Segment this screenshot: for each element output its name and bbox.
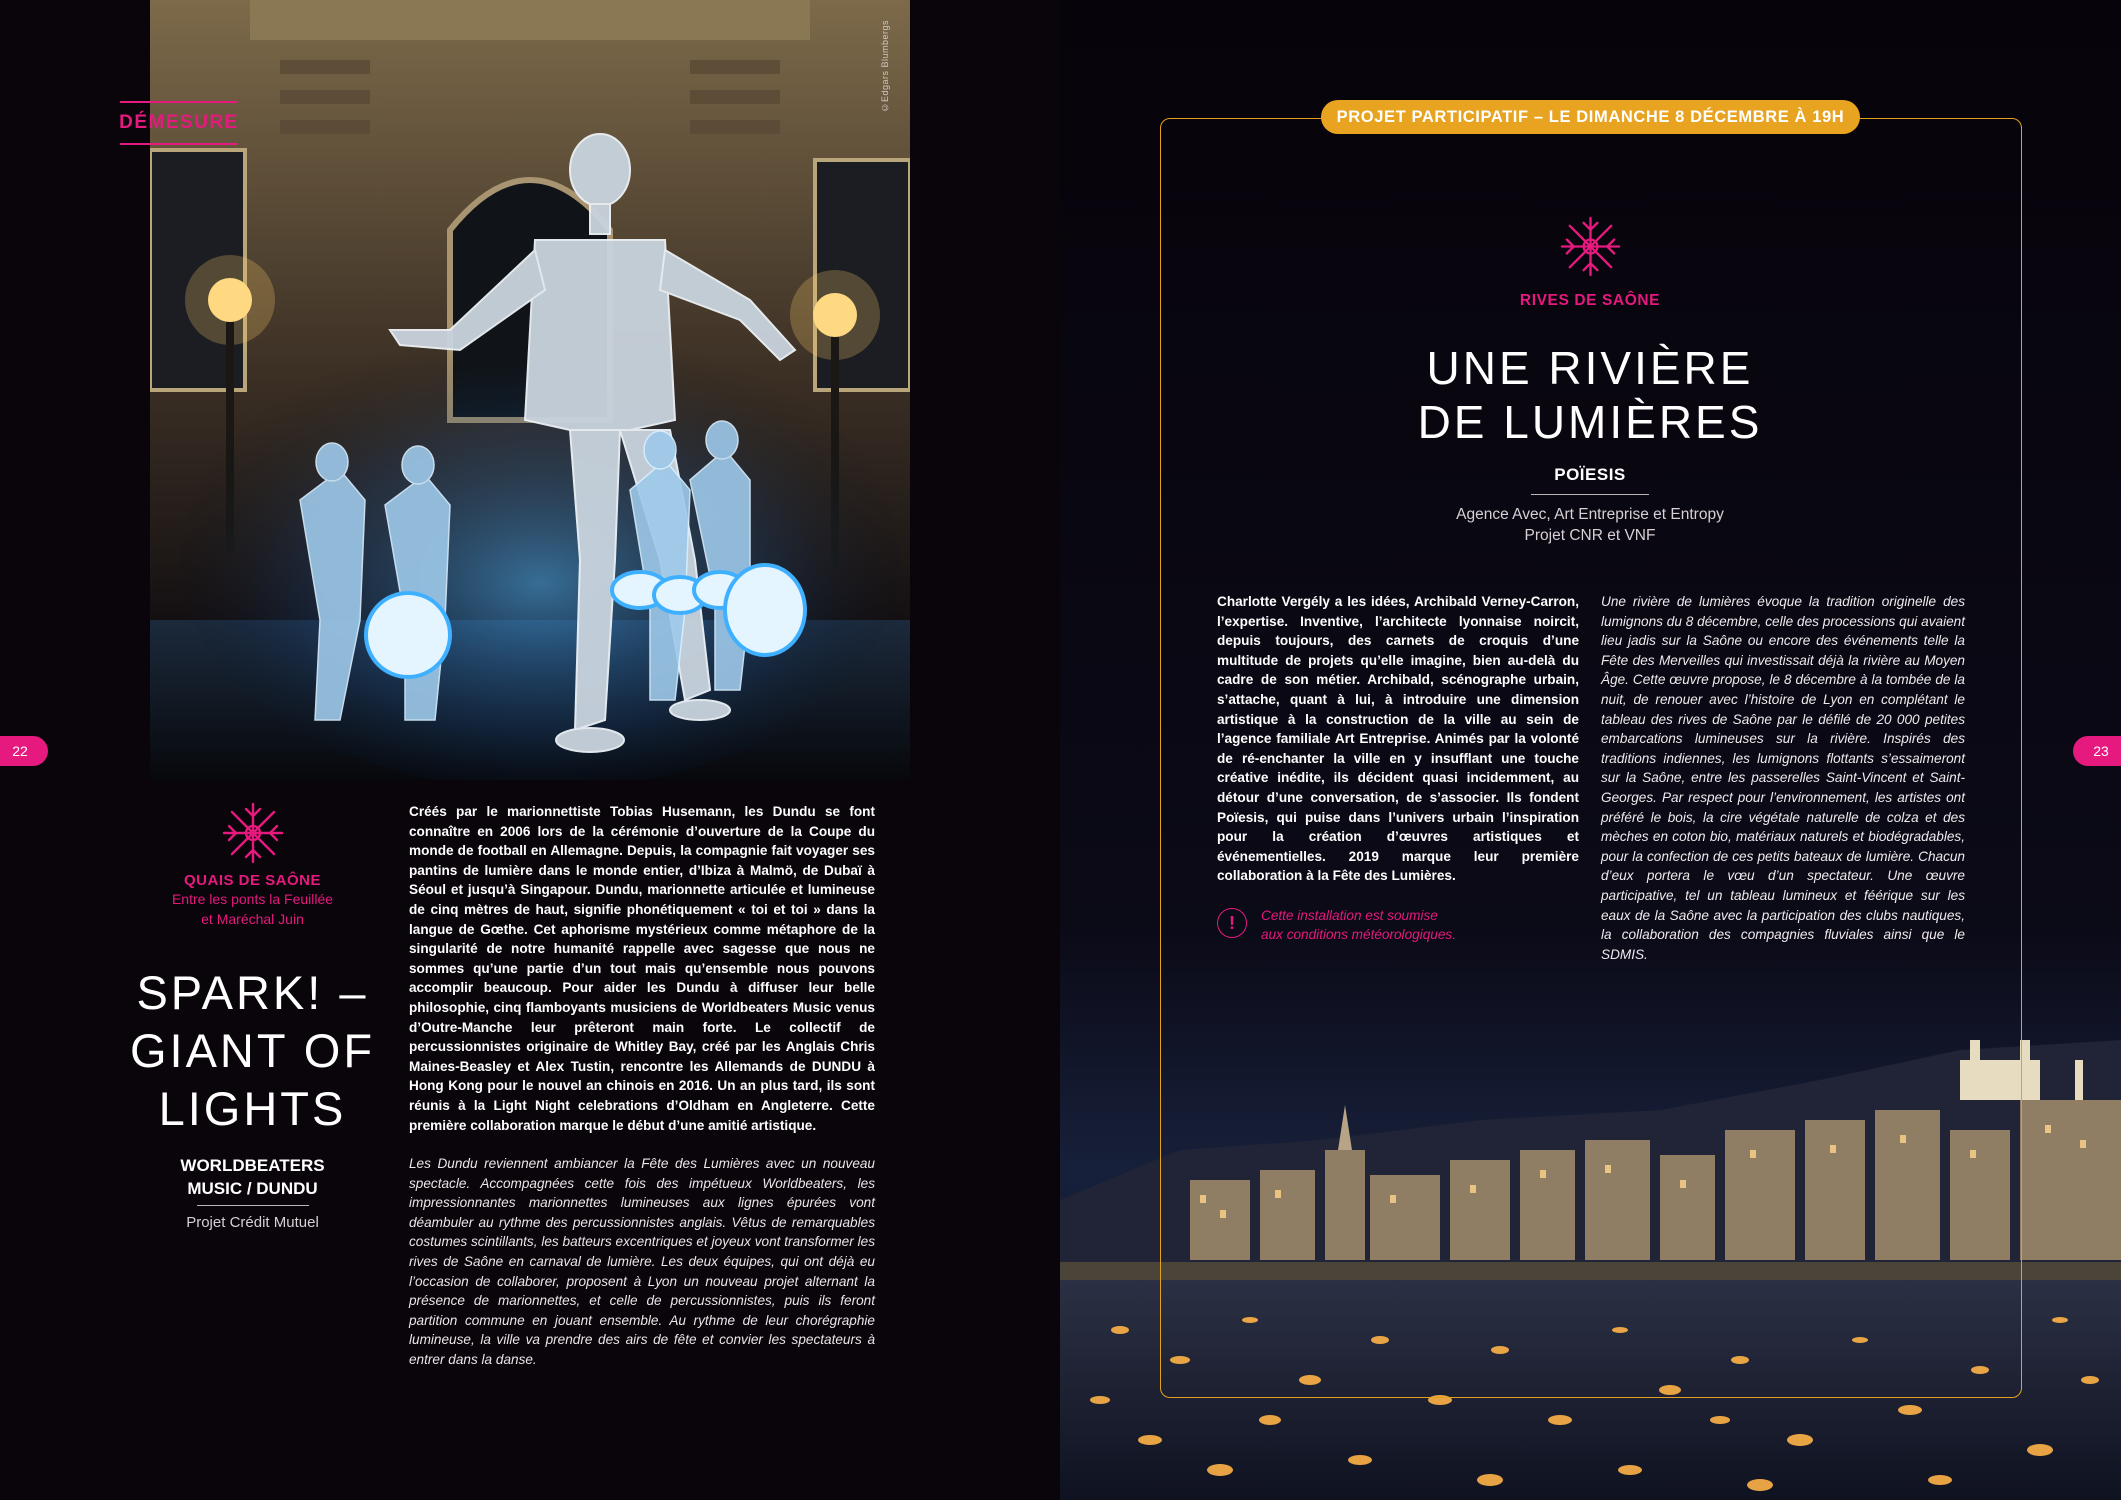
left-artist-line-1: WORLDBEATERS — [180, 1156, 325, 1175]
right-body-column-bold: Charlotte Vergély a les idées, Archibald Verney-Carron, l’expertise. Inventive, l’architecte lyonnaise noircit, depuis toujours, des carnets de croquis d’une multitude de projets qu’elle imagine, bien au-delà du cadre de son métier. Archibald, scénographe urbain, s’attache, quant à lui, à introduire une dimension artistique à la construction de la ville au sein de l’agence familiale Art Entreprise. Animés par la volonté de ré-enchanter la ville en y insufflant une touche créative inédite, ils décident quasi incidemment, au détour d’une conversation, de s’associer. Ils fondent Poïesis, qui puise dans l’univers urbain l’inspiration pour la création d’œuvres artistiques et événementielles. 2019 marque leur première collaboration à la Fête des Lumières. — [1217, 594, 1579, 884]
right-credit-line-1: Agence Avec, Art Entreprise et Entropy — [1456, 506, 1724, 523]
left-title-line-2: GIANT OF — [129, 1024, 376, 1077]
left-location: QUAIS DE SAÔNE — [183, 872, 322, 889]
page-number-right: 23 — [2073, 736, 2121, 766]
section-tag: DÉMESURE — [120, 101, 238, 145]
warning-text — [1261, 906, 1561, 944]
warning-line-1: Cette installation est soumise — [1261, 908, 1438, 923]
left-location-block — [140, 800, 365, 929]
left-sublocation-2: et Maréchal Juin — [201, 911, 304, 927]
right-page — [1060, 0, 2121, 1500]
right-credits — [1390, 504, 1790, 546]
left-artist-line-2: MUSIC / DUNDU — [187, 1179, 318, 1198]
event-banner: PROJET PARTICIPATIF – LE DIMANCHE 8 DÉCEMBRE À 19H — [1321, 100, 1860, 134]
left-title-line-1: SPARK! – — [136, 966, 369, 1019]
right-location: RIVES DE SAÔNE — [1519, 292, 1661, 309]
puppet-illustration — [150, 0, 910, 780]
right-title-line-1: UNE RIVIÈRE — [1426, 342, 1754, 394]
right-credit-line-2: Projet CNR et VNF — [1524, 527, 1656, 544]
snowflake-logo-icon — [220, 800, 286, 866]
left-title — [120, 964, 385, 1138]
right-title — [1290, 341, 1890, 449]
weather-warning — [1217, 906, 1579, 946]
left-body-paragraph-bold: Créés par le marionnettiste Tobias Husemann, les Dundu se font connaître en 2006 lors de la cérémonie d’ouverture de la Coupe du monde de football en Allemagne. Depuis, la compagnie fait voyager ses pantins de lumière dans le monde entier, d’Ibiza à Malmö, de Dubaï à Séoul et jusqu’à Singapour. Dundu, marionnette articulée et lumineuse de cinq mètres de haut, signifie phonétiquement « toi et toi » dans la langue de Gœthe. Cet aphorisme mystérieux comme métaphore de la singularité de notre humanité rappelle avec sagesse que nous ne sommes qu’une partie d’un tout mais qu’ensemble nous pouvons accomplir beaucoup. Pour aider les Dundu à diffuser leur belle philosophie, cinq flamboyants musiciens de Worldbeaters Music venus d’Outre-Manche leur prêteront main forte. Le collectif de percussionnistes originaire de Whitley Bay, créé par les Anglais Chris Maines-Beasley et Alex Tustin, rencontre les Allemands de DUNDU à Hong Kong pour le nouvel an chinois en 2016. Un an plus tard, ils sont réunis à la Light Night celebrations d’Oldham en Angleterre. Cette première collaboration marque le début d’une amitié artistique. — [409, 804, 875, 1133]
left-body-paragraph-italic: Les Dundu reviennent ambiancer la Fête des Lumières avec un nouveau spectacle. Accompagnées cette fois des impétueux Worldbeaters, les impressionnantes marionnettes lumineuses aux lignes épurées vont déambuler au rythme des percussionnistes anglais. Vêtus de remarquables costumes scintillants, les batteurs excentriques et joyeux vont transformer les rives de Saône en carnaval de lumière. Les deux équipes, qui ont déjà eu l’occasion de collaborer, proposent à Lyon un nouveau projet alternant la présence de marionnettes, et celle de percussionnistes, puis ils feront partition commune en jouant ensemble. Au rythme de leur chorégraphie lumineuse, la ville va prendre des airs de fête et convier les spectateurs à entrer dans la danse. — [409, 1156, 875, 1368]
warning-line-2: aux conditions météorologiques. — [1261, 927, 1456, 942]
snowflake-logo-icon — [1558, 214, 1623, 279]
left-artist-divider — [197, 1205, 309, 1206]
right-artist-divider — [1531, 494, 1649, 495]
left-artist — [140, 1154, 365, 1200]
page-number-left: 22 — [0, 736, 48, 766]
left-title-line-3: LIGHTS — [158, 1082, 347, 1135]
right-logo-wrap — [1558, 214, 1623, 279]
photo-credit: ©Edgars Blumbergs — [880, 20, 890, 113]
exclamation-icon: ! — [1217, 908, 1247, 938]
left-credit: Projet Crédit Mutuel — [186, 1214, 319, 1231]
puppet-photo — [150, 0, 910, 780]
left-body-text — [409, 802, 875, 1389]
left-sublocation-1: Entre les ponts la Feuillée — [171, 891, 334, 907]
left-page — [0, 0, 1060, 1500]
right-artist: POÏESIS — [1554, 465, 1626, 484]
right-title-line-2: DE LUMIÈRES — [1417, 396, 1763, 448]
right-body-column-italic: Une rivière de lumières évoque la tradition originelle des lumignons du 8 décembre, celle des processions qui avaient lieu jadis sur la Saône ou encore des événements telle la Fête des Merveilles qui investissait déjà la rivière au Moyen Âge. Cette œuvre propose, le 8 décembre à la tombée de la nuit, de renouer avec l’histoire de Lyon en complétant le tableau des rives de Saône par le défilé de 20 000 petites embarcations lumineuses sur la rivière. Inspirés des traditions indiennes, les lumignons flottants s’essaimeront sur la Saône, entre les passerelles Saint-Vincent et Saint-Georges. Par respect pour l’environnement, les artistes ont préféré le bois, la cire végétale naturelle de colza et des mèches en coton bio, matériaux naturels et biodégradables, pour la confection de ces petits bateaux de lumière. Chacun d’eux portera le vœu d’un spectateur. Une œuvre participative, tel un tableau lumineux et féérique sur les eaux de la Saône avec la participation des clubs nautiques, la collaboration des compagnies fluviales ainsi que le SDMIS. — [1601, 594, 1965, 962]
